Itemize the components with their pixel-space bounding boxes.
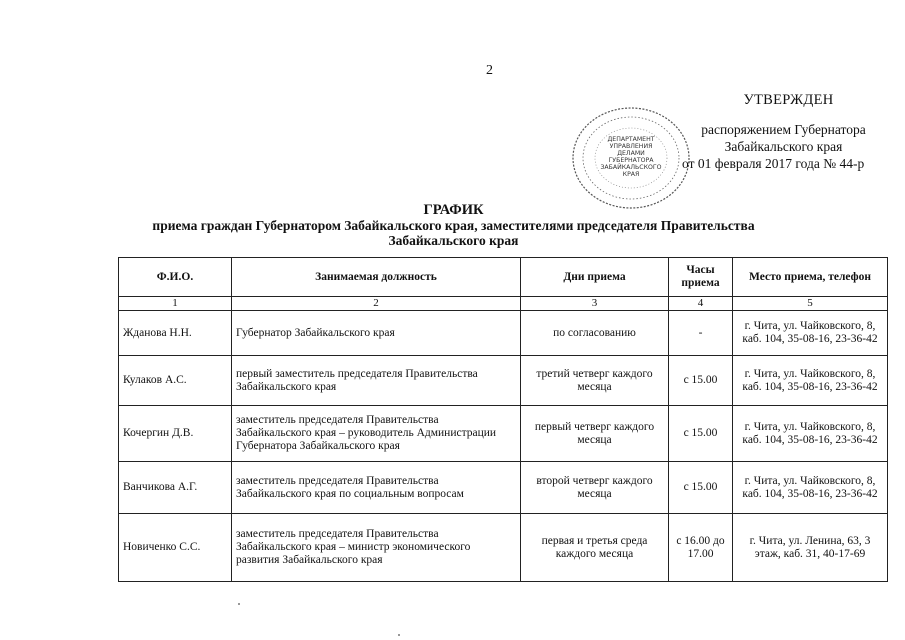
table-row xyxy=(119,462,888,514)
approval-line: распоряжением Губернатора xyxy=(701,122,866,137)
cell-days: первая и третья среда каждого месяца xyxy=(521,514,669,582)
cell-hours: с 15.00 xyxy=(669,356,733,406)
document-subtitle: Забайкальского края xyxy=(388,233,519,248)
approval-line: Забайкальского края xyxy=(724,139,843,154)
column-number: 4 xyxy=(669,297,733,311)
stamp-line: ДЕПАРТАМЕНТ xyxy=(607,136,655,143)
header-hours: Часы приема xyxy=(669,258,733,297)
cell-hours: - xyxy=(669,311,733,356)
header-position: Занимаемая должность xyxy=(232,258,521,297)
table-header-row xyxy=(119,258,888,297)
header-name: Ф.И.О. xyxy=(119,258,232,297)
cell-hours: с 15.00 xyxy=(669,406,733,462)
page-number: 2 xyxy=(486,63,493,78)
table-row xyxy=(119,514,888,582)
column-number-row xyxy=(119,297,888,311)
column-number: 3 xyxy=(521,297,669,311)
header-place: Место приема, телефон xyxy=(733,258,888,297)
stamp-line: УПРАВЛЕНИЯ xyxy=(609,143,653,150)
approval-decree: от 01 февраля 2017 года № 44-р xyxy=(682,156,865,171)
cell-position: заместитель председателя Правительства Забайкальского края – министр экономического развития Забайкальского края xyxy=(232,514,521,582)
cell-place: г. Чита, ул. Чайковского, 8, каб. 104, 35-08-16, 23-36-42 xyxy=(733,462,888,514)
scan-artifact xyxy=(238,603,240,605)
cell-days: первый четверг каждого месяца xyxy=(521,406,669,462)
cell-name: Жданова Н.Н. xyxy=(119,311,232,356)
document-title: ГРАФИК xyxy=(423,202,484,218)
cell-position: Губернатор Забайкальского края xyxy=(232,311,521,356)
table-row xyxy=(119,311,888,356)
approval-block xyxy=(676,92,891,172)
stamp-line: ЗАБАЙКАЛЬСКОГО xyxy=(600,164,662,171)
header-days: Дни приема xyxy=(521,258,669,297)
cell-position: первый заместитель председателя Правительства Забайкальского края xyxy=(232,356,521,406)
cell-place: г. Чита, ул. Чайковского, 8, каб. 104, 35-08-16, 23-36-42 xyxy=(733,406,888,462)
cell-hours: с 16.00 до 17.00 xyxy=(669,514,733,582)
table-row xyxy=(119,356,888,406)
stamp-line: КРАЯ xyxy=(622,171,640,178)
cell-days: третий четверг каждого месяца xyxy=(521,356,669,406)
cell-place: г. Чита, ул. Ленина, 63, 3 этаж, каб. 31, 40-17-69 xyxy=(733,514,888,582)
cell-position: заместитель председателя Правительства Забайкальского края по социальным вопросам xyxy=(232,462,521,514)
cell-name: Ванчикова А.Г. xyxy=(119,462,232,514)
cell-days: по согласованию xyxy=(521,311,669,356)
cell-place: г. Чита, ул. Чайковского, 8, каб. 104, 35-08-16, 23-36-42 xyxy=(733,311,888,356)
column-number: 2 xyxy=(232,297,521,311)
cell-days: второй четверг каждого месяца xyxy=(521,462,669,514)
reception-schedule-table xyxy=(118,257,888,582)
table-row xyxy=(119,406,888,462)
column-number: 1 xyxy=(119,297,232,311)
cell-place: г. Чита, ул. Чайковского, 8, каб. 104, 35-08-16, 23-36-42 xyxy=(733,356,888,406)
cell-position: заместитель председателя Правительства Забайкальского края – руководитель Администрации Губернатора Забайкальского края xyxy=(232,406,521,462)
column-number: 5 xyxy=(733,297,888,311)
scan-artifact xyxy=(398,634,400,636)
cell-hours: с 15.00 xyxy=(669,462,733,514)
cell-name: Кулаков А.С. xyxy=(119,356,232,406)
cell-name: Новиченко С.С. xyxy=(119,514,232,582)
approval-title: УТВЕРЖДЕН xyxy=(743,92,834,108)
stamp-line: ДЕЛАМИ xyxy=(617,150,645,157)
document-heading xyxy=(120,202,787,248)
document-subtitle: приема граждан Губернатором Забайкальского края, заместителями председателя Правительства xyxy=(152,218,755,233)
cell-name: Кочергин Д.В. xyxy=(119,406,232,462)
stamp-line: ГУБЕРНАТОРА xyxy=(608,157,654,164)
